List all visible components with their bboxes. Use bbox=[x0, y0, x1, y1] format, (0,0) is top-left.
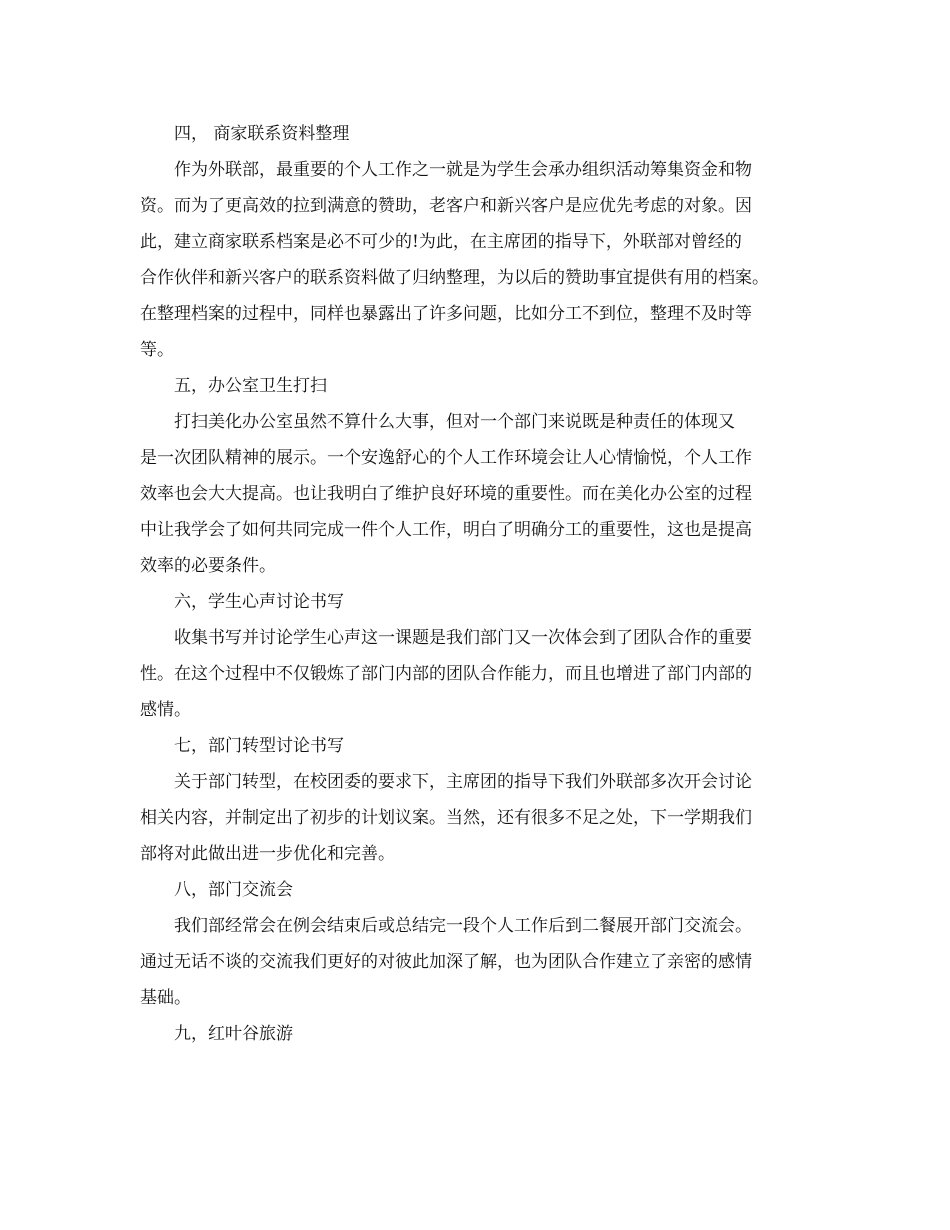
paragraph-line: 感情。 bbox=[140, 700, 191, 720]
paragraph-line: 效率也会大大提高。也让我明白了维护良好环境的重要性。而在美化办公室的过程 bbox=[140, 484, 752, 504]
section-heading-5: 五，办公室卫生打扫 bbox=[174, 376, 327, 396]
document-body bbox=[140, 116, 815, 1052]
paragraph-line: 作为外联部，最重要的个人工作之一就是为学生会承办组织活动筹集资金和物 bbox=[174, 160, 752, 180]
paragraph-line: 通过无话不谈的交流我们更好的对彼此加深了解，也为团队合作建立了亲密的感情 bbox=[140, 952, 752, 972]
paragraph-line: 资。而为了更高效的拉到满意的赞助，老客户和新兴客户是应优先考虑的对象。因 bbox=[140, 196, 752, 216]
paragraph-line: 收集书写并讨论学生心声这一课题是我们部门又一次体会到了团队合作的重要 bbox=[174, 628, 752, 648]
section-heading-9: 九，红叶谷旅游 bbox=[174, 1024, 293, 1044]
paragraph-line: 中让我学会了如何共同完成一件个人工作，明白了明确分工的重要性，这也是提高 bbox=[140, 520, 752, 540]
paragraph-line: 关于部门转型，在校团委的要求下，主席团的指导下我们外联部多次开会讨论 bbox=[174, 772, 752, 792]
paragraph-line: 性。在这个过程中不仅锻炼了部门内部的团队合作能力，而且也增进了部门内部的 bbox=[140, 664, 752, 684]
paragraph-line: 基础。 bbox=[140, 988, 191, 1008]
paragraph-line: 合作伙伴和新兴客户的联系资料做了归纳整理，为以后的赞助事宜提供有用的档案。 bbox=[140, 268, 769, 288]
paragraph-line: 相关内容，并制定出了初步的计划议案。当然，还有很多不足之处，下一学期我们 bbox=[140, 808, 752, 828]
paragraph-line: 我们部经常会在例会结束后或总结完一段个人工作后到二餐展开部门交流会。 bbox=[174, 916, 752, 936]
paragraph-line: 在整理档案的过程中，同样也暴露出了许多问题，比如分工不到位，整理不及时等 bbox=[140, 304, 752, 324]
paragraph-line: 打扫美化办公室虽然不算什么大事，但对一个部门来说既是种责任的体现又 bbox=[174, 412, 735, 432]
section-heading-7: 七，部门转型讨论书写 bbox=[174, 736, 344, 756]
section-heading-6: 六，学生心声讨论书写 bbox=[174, 592, 344, 612]
paragraph-line: 是一次团队精神的展示。一个安逸舒心的个人工作环境会让人心情愉悦，个人工作 bbox=[140, 448, 752, 468]
paragraph-line: 部将对此做出进一步优化和完善。 bbox=[140, 844, 395, 864]
section-heading-8: 八，部门交流会 bbox=[174, 880, 293, 900]
paragraph-line: 效率的必要条件。 bbox=[140, 556, 276, 576]
section-heading-4: 四， 商家联系资料整理 bbox=[174, 124, 350, 144]
paragraph-line: 此，建立商家联系档案是必不可少的!为此，在主席团的指导下，外联部对曾经的 bbox=[140, 232, 742, 252]
paragraph-line: 等。 bbox=[140, 340, 174, 360]
